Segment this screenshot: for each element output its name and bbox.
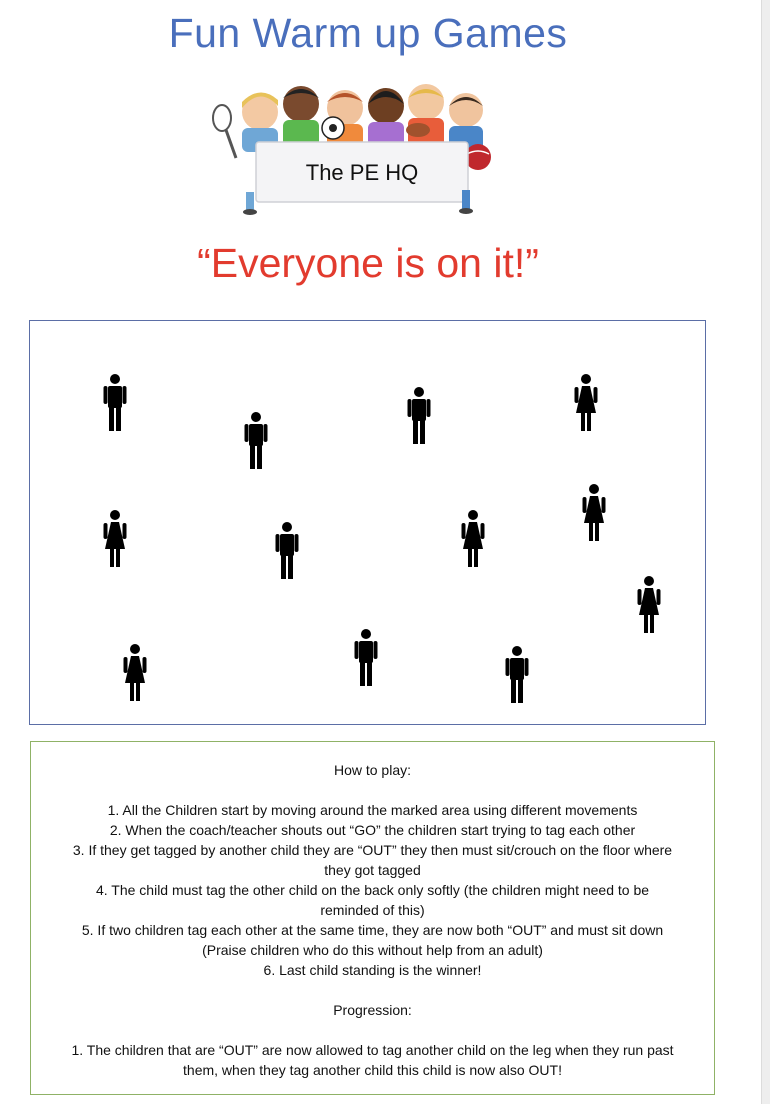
male-figure-icon	[353, 628, 379, 688]
male-figure-icon	[504, 645, 530, 705]
logo-sign-text: The PE HQ	[305, 160, 419, 185]
female-figure-icon	[573, 373, 599, 433]
female-figure-icon	[460, 509, 486, 569]
how-to-play-step: 5. If two children tag each other at the same time, they are now both “OUT” and must sit down (Praise children who do this without help from an adult)	[81, 922, 664, 958]
pe-hq-logo	[208, 82, 498, 216]
page-edge	[761, 0, 770, 1104]
male-figure-icon	[406, 386, 432, 446]
male-figure-icon	[102, 373, 128, 433]
how-to-play-step: 1. All the Children start by moving around the marked area using different movements	[107, 802, 638, 818]
male-figure-icon	[243, 411, 269, 471]
slogan: “Everyone is on it!”	[197, 240, 539, 286]
page-title: Fun Warm up Games	[168, 10, 568, 56]
female-figure-icon	[122, 643, 148, 703]
female-figure-icon	[636, 575, 662, 635]
progression-step: 1. The children that are “OUT” are now allowed to tag another child on the leg when they run past them, when they tag another child this child is now also OUT!	[71, 1042, 674, 1078]
female-figure-icon	[581, 483, 607, 543]
playing-area	[29, 320, 706, 725]
how-to-play-heading: How to play:	[333, 762, 412, 778]
male-figure-icon	[274, 521, 300, 581]
how-to-play-step: 2. When the coach/teacher shouts out “GO” the children start trying to tag each other	[109, 822, 636, 838]
how-to-play-step: 3. If they get tagged by another child they are “OUT” they then must sit/crouch on the floor where they got tagged	[72, 842, 673, 878]
instructions-box	[30, 741, 715, 1095]
how-to-play-step: 6. Last child standing is the winner!	[263, 962, 482, 978]
progression-heading: Progression:	[333, 1002, 412, 1018]
female-figure-icon	[102, 509, 128, 569]
how-to-play-step: 4. The child must tag the other child on the back only softly (the children might need to be reminded of this)	[95, 882, 650, 918]
